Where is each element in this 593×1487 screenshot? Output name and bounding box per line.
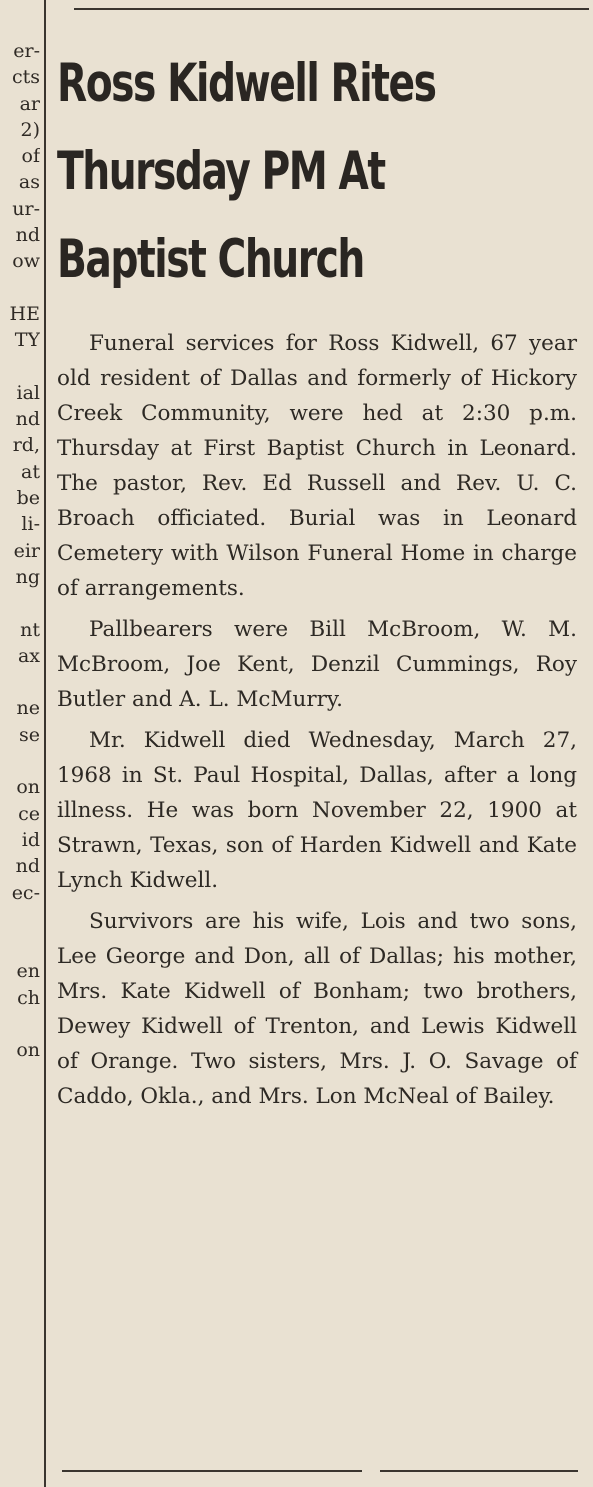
column-fragment: id bbox=[21, 828, 40, 851]
column-fragment: 2) bbox=[20, 118, 40, 141]
adjacent-column-fragments bbox=[0, 38, 40, 1064]
column-fragment: ce bbox=[18, 802, 40, 825]
column-fragment bbox=[0, 932, 40, 958]
column-fragment bbox=[0, 1011, 40, 1037]
article-headline bbox=[57, 40, 436, 304]
column-fragment: ne bbox=[16, 697, 40, 720]
column-fragment: on bbox=[16, 1039, 40, 1062]
bottom-rule bbox=[380, 1470, 578, 1472]
column-fragment: ar bbox=[19, 92, 40, 115]
column-fragment: ec- bbox=[11, 881, 40, 904]
column-fragment: ch bbox=[17, 986, 40, 1009]
column-fragment: at bbox=[21, 460, 40, 483]
headline-line: Ross Kidwell Rites bbox=[57, 53, 436, 114]
column-fragment: ur- bbox=[12, 197, 40, 220]
column-fragment bbox=[0, 906, 40, 932]
article-paragraph: Survivors are his wife, Lois and two sons, Lee George and Don, all of Dallas; his mother, Mrs. Kate Kidwell of Bonham; two brothers, Dewey Kidwell of Trenton, and Lewis Kidwell of Orange. Two sisters, Mrs. J. O. Savage of Caddo, Okla., and Mrs. Lon McNeal of Bailey. bbox=[57, 909, 577, 1109]
column-fragment: eir bbox=[13, 539, 40, 562]
article-paragraph: Mr. Kidwell died Wednesday, March 27, 1968 in St. Paul Hospital, Dallas, after a long illness. He was born November 22, 1900 at Strawn, Texas, son of Harden Kidwell and Kate Lynch Kidwell. bbox=[57, 728, 577, 893]
article-body bbox=[57, 326, 577, 1120]
column-fragment bbox=[0, 748, 40, 774]
column-fragment: be bbox=[16, 487, 40, 510]
column-fragment: nd bbox=[15, 855, 40, 878]
column-fragment bbox=[0, 354, 40, 380]
column-fragment: ng bbox=[15, 565, 40, 588]
column-fragment: nd bbox=[15, 224, 40, 247]
column-fragment: li- bbox=[21, 513, 40, 536]
column-fragment: HE bbox=[9, 302, 40, 325]
bottom-rule bbox=[62, 1470, 362, 1472]
column-fragment: TY bbox=[14, 329, 40, 352]
headline-line: Baptist Church bbox=[57, 229, 364, 290]
column-fragment bbox=[0, 275, 40, 301]
column-fragment: ax bbox=[17, 644, 40, 667]
column-fragment bbox=[0, 669, 40, 695]
column-fragment: en bbox=[16, 960, 40, 983]
top-rule bbox=[74, 8, 589, 10]
column-fragment: er- bbox=[13, 40, 40, 62]
headline-line: Thursday PM At bbox=[57, 141, 385, 202]
column-fragment: of bbox=[21, 145, 40, 168]
column-fragment: nt bbox=[20, 618, 40, 641]
column-fragment: se bbox=[19, 723, 40, 746]
column-fragment: on bbox=[16, 776, 40, 799]
column-fragment: cts bbox=[11, 66, 40, 89]
column-fragment: ow bbox=[12, 250, 40, 273]
column-fragment: nd bbox=[15, 408, 40, 431]
column-fragment: as bbox=[18, 171, 40, 194]
column-fragment: ial bbox=[16, 381, 40, 404]
article-paragraph: Funeral services for Ross Kidwell, 67 year old resident of Dallas and formerly of Hickory Creek Community, were hed at 2:30 p.m. Thursday at First Baptist Church in Leonard. The pastor, Rev. Ed Russell and Rev. U. C. Broach officiated. Burial was in Leonard Cemetery with Wilson Funeral Home in charge of arrangements. bbox=[57, 331, 577, 601]
column-fragment: rd, bbox=[12, 434, 40, 457]
column-fragment bbox=[0, 590, 40, 616]
column-rule bbox=[44, 0, 46, 1487]
article-paragraph: Pallbearers were Bill McBroom, W. M. McBroom, Joe Kent, Denzil Cummings, Roy Butler and A. L. McMurry. bbox=[57, 617, 577, 712]
